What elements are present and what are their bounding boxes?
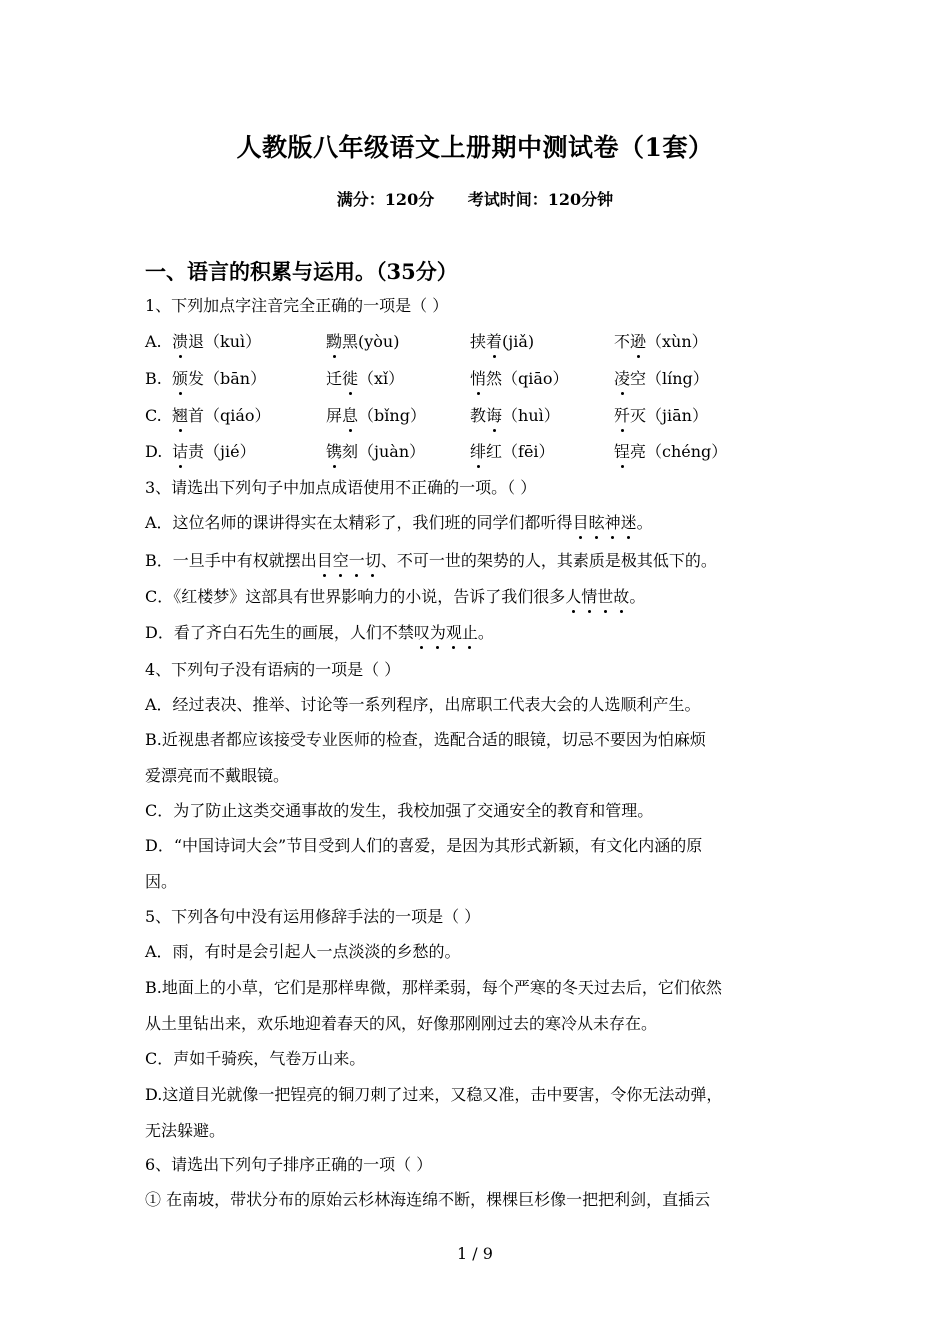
section-heading: 一、语言的积累与运用。（35分） <box>145 259 458 284</box>
option-item: 不逊（xùn） <box>614 332 708 351</box>
dotted-idiom <box>573 513 637 532</box>
option-item: 歼灭（jiān） <box>614 406 708 425</box>
q4-option-a: A．经过表决、推举、讨论等一系列程序，出席职工代表大会的人选顺利产生。 <box>145 695 701 714</box>
option-item: 翘首（qiáo） <box>172 406 271 425</box>
q5-stem: 5、下列各句中没有运用修辞手法的一项是（ ） <box>145 907 481 926</box>
option-item: 锃亮（chéng） <box>614 442 728 461</box>
option-item: 凌空（líng） <box>614 369 709 388</box>
dotted-char: 止 <box>461 623 478 642</box>
dotted-idiom <box>317 551 381 570</box>
option-item: 镌刻（juàn） <box>326 442 426 461</box>
q5-option-d-cont: 无法躲避。 <box>145 1121 226 1140</box>
q1-stem: 1、下列加点字注音完全正确的一项是（ ） <box>145 296 449 315</box>
dotted-char: 目 <box>316 551 333 570</box>
q3-option-d: D．看了齐白石先生的画展，人们不禁叹为观止。 <box>145 623 494 642</box>
dotted-idiom <box>414 623 478 642</box>
q4-option-c: C．为了防止这类交通事故的发生，我校加强了交通安全的教育和管理。 <box>145 801 654 820</box>
q6-stem: 6、请选出下列句子排序正确的一项（ ） <box>145 1155 433 1174</box>
q5-option-d: D.这道目光就像一把锃亮的铜刀刺了过来，又稳又准，击中要害，令你无法动弹， <box>145 1085 723 1104</box>
q5-option-b: B.地面上的小草，它们是那样卑微，那样柔弱，每个严寒的冬天过去后，它们依然 <box>145 978 722 997</box>
option-item: 颁发（bān） <box>172 369 267 388</box>
option-item: 悄然（qiāo） <box>470 369 569 388</box>
option-item: 溃退（kuì） <box>172 332 262 351</box>
full-score: 满分：120分 <box>336 190 435 209</box>
page-number: 1 / 9 <box>457 1244 493 1263</box>
q1-option-row-d <box>145 441 815 463</box>
option-item: 迁徙（xǐ） <box>326 369 405 388</box>
q5-option-c: C．声如千骑疾，气卷万山来。 <box>145 1049 366 1068</box>
option-label: C. <box>145 406 162 425</box>
option-label: B. <box>145 369 162 388</box>
exam-time: 考试时间：120分钟 <box>467 190 614 209</box>
option-item: 屏息（bǐng） <box>326 406 426 425</box>
dotted-char: 情 <box>581 587 598 606</box>
dotted-char: 人 <box>565 587 582 606</box>
dotted-char: 空 <box>332 551 349 570</box>
option-label: A. <box>145 332 162 351</box>
q3-option-b: B．一旦手中有权就摆出目空一切、不可一世的架势的人，其素质是极其低下的。 <box>145 551 717 570</box>
page-title: 人教版八年级语文上册期中测试卷（1套） <box>236 133 714 162</box>
dotted-char: 切 <box>364 551 381 570</box>
q1-option-row-b <box>145 368 815 390</box>
option-item: 挟着(jiǎ) <box>470 332 535 351</box>
q4-option-b-cont: 爱漂亮而不戴眼镜。 <box>145 766 290 785</box>
q4-stem: 4、下列句子没有语病的一项是（ ） <box>145 660 401 679</box>
exam-info <box>0 187 950 210</box>
dotted-char: 眩 <box>588 513 605 532</box>
q4-option-b: B.近视患者都应该接受专业医师的检查，选配合适的眼镜，切忌不要因为怕麻烦 <box>145 730 706 749</box>
option-item: 黝黑(yòu) <box>326 332 400 351</box>
dotted-char: 世 <box>597 587 614 606</box>
dotted-char: 目 <box>572 513 589 532</box>
option-item: 教诲（huì） <box>470 406 560 425</box>
q6-sentence-1: ① 在南坡，带状分布的原始云杉林海连绵不断，棵棵巨杉像一把把利剑，直插云 <box>145 1190 711 1209</box>
q1-option-row-a <box>145 331 815 353</box>
dotted-char: 为 <box>429 623 446 642</box>
q4-option-d: D．“中国诗词大会”节目受到人们的喜爱，是因为其形式新颖，有文化内涵的原 <box>145 836 703 855</box>
dotted-idiom <box>565 587 629 606</box>
q5-option-a: A．雨，有时是会引起人一点淡淡的乡愁的。 <box>145 942 461 961</box>
dotted-char: 迷 <box>620 513 637 532</box>
q3-option-a: A．这位名师的课讲得实在太精彩了，我们班的同学们都听得目眩神迷。 <box>145 513 653 532</box>
q4-option-d-cont: 因。 <box>145 872 178 891</box>
q3-option-c: C．《红楼梦》这部具有世界影响力的小说，告诉了我们很多人情世故。 <box>145 587 646 606</box>
q1-option-row-c <box>145 405 815 427</box>
option-item: 诘责（jié） <box>172 442 256 461</box>
dotted-char: 一 <box>348 551 365 570</box>
q3-stem: 3、请选出下列句子中加点成语使用不正确的一项。（ ） <box>145 478 537 497</box>
dotted-char: 观 <box>445 623 462 642</box>
dotted-char: 叹 <box>413 623 430 642</box>
dotted-char: 神 <box>604 513 621 532</box>
option-item: 绯红（fēi） <box>470 442 555 461</box>
option-label: D. <box>145 442 163 461</box>
q5-option-b-cont: 从土里钻出来，欢乐地迎着春天的风，好像那刚刚过去的寒冷从未存在。 <box>145 1014 658 1033</box>
dotted-char: 故 <box>613 587 630 606</box>
